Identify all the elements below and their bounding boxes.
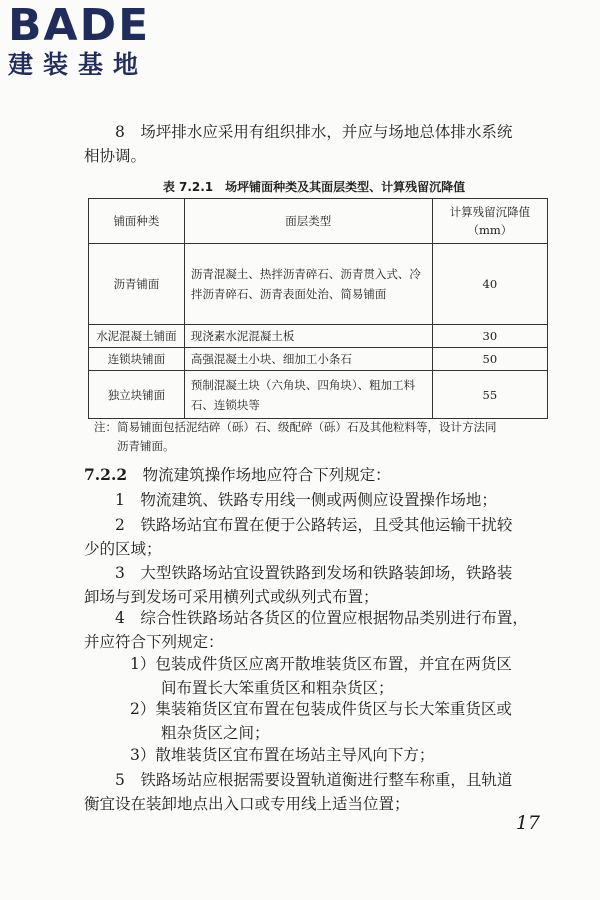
row-pavement-type: 沥青铺面 [89, 244, 185, 325]
table-header-row [89, 199, 548, 244]
row-pavement-type: 连锁块铺面 [89, 348, 185, 371]
clause-7-2-2-heading [84, 463, 544, 487]
item-1-text: 物流建筑、铁路专用线一侧或两侧应设置操作场地； [140, 491, 497, 509]
table-row [89, 244, 548, 325]
header-settlement-label: 计算残留沉降值 [449, 205, 531, 219]
sub-2-line1: 集装箱货区宜布置在包装成件货区与长大笨重货区或 [155, 700, 512, 718]
item-4-number: 4 [115, 609, 125, 627]
sub-2-line2: 粗杂货区之间； [161, 724, 270, 742]
table-row [89, 371, 548, 419]
clause-item-4 [84, 606, 544, 654]
item-5-number: 5 [115, 771, 125, 789]
item-3-line1: 大型铁路场站宜设置铁路到发场和铁路装卸场，铁路装 [140, 564, 513, 582]
table-row [89, 325, 548, 348]
table-note-line2: 沥青铺面。 [117, 439, 175, 453]
table-caption: 表 7.2.1 场坪铺面种类及其面层类型、计算残留沉降值 [162, 180, 466, 194]
row-settlement-value: 40 [432, 244, 547, 325]
page-number: 17 [515, 812, 540, 834]
logo-wordmark: BADE [8, 0, 151, 51]
item-5-line1: 铁路场站应根据需要设置轨道衡进行整车称重，且轨道 [140, 771, 513, 789]
item-4-line2: 并应符合下列规定： [84, 633, 224, 651]
clause-8-number: 8 [115, 123, 125, 141]
sub-item-2 [130, 697, 544, 745]
item-4-line1: 综合性铁路场站各货区的位置应根据物品类别进行布置， [140, 609, 528, 627]
row-settlement-value: 50 [432, 348, 547, 371]
row-pavement-type: 独立块铺面 [89, 371, 185, 419]
row-surface-type: 现浇素水泥混凝土板 [184, 325, 432, 348]
pavement-table [88, 198, 548, 419]
clause-8-line2: 相协调。 [84, 147, 147, 165]
logo-subtitle: 建装基地 [8, 50, 149, 79]
sub-item-3 [130, 743, 544, 767]
header-settlement [432, 199, 547, 244]
clause-item-1 [84, 488, 544, 512]
sub-item-1 [130, 652, 544, 700]
row-settlement-value: 30 [432, 325, 547, 348]
sub-1-number: 1） [130, 655, 156, 673]
clause-8 [84, 120, 544, 168]
clause-item-5 [84, 768, 544, 816]
row-pavement-type: 水泥混凝土铺面 [89, 325, 185, 348]
brand-logo [8, 0, 178, 84]
clause-8-line1: 场坪排水应采用有组织排水，并应与场地总体排水系统 [140, 123, 513, 141]
clause-item-2 [84, 513, 544, 561]
table-note-line1: 注：简易铺面包括泥结碎（砾）石、级配碎（砾）石及其他粒料等，设计方法同 [94, 420, 497, 434]
table-row [89, 348, 548, 371]
sub-1-line1: 包装成件货区应离开散堆装货区布置，并宜在两货区 [155, 655, 512, 673]
clause-item-3 [84, 561, 544, 609]
row-settlement-value: 55 [432, 371, 547, 419]
sub-3-number: 3） [130, 746, 156, 764]
item-5-line2: 衡宜设在装卸地点出入口或专用线上适当位置； [84, 795, 410, 813]
item-1-number: 1 [115, 491, 125, 509]
sub-1-line2: 间布置长大笨重货区和粗杂货区； [161, 679, 394, 697]
row-surface-type: 沥青混凝土、热拌沥青碎石、沥青贯入式、冷拌沥青碎石、沥青表面处治、简易铺面 [184, 244, 432, 325]
item-2-line1: 铁路场站宜布置在便于公路转运，且受其他运输干扰较 [140, 516, 513, 534]
sub-2-number: 2） [130, 700, 156, 718]
item-2-line2: 少的区域； [84, 540, 162, 558]
header-surface-type: 面层类型 [184, 199, 432, 244]
sub-3-line1: 散堆装货区宜布置在场站主导风向下方； [155, 746, 435, 764]
table-note [94, 418, 544, 456]
header-settlement-unit: （mm） [467, 223, 513, 237]
row-surface-type: 预制混凝土块（六角块、四角块）、粗加工料石、连锁块等 [184, 371, 432, 419]
row-surface-type: 高强混凝土小块、细加工小条石 [184, 348, 432, 371]
item-3-number: 3 [115, 564, 125, 582]
item-2-number: 2 [115, 516, 125, 534]
header-pavement-type: 铺面种类 [89, 199, 185, 244]
section-title: 物流建筑操作场地应符合下列规定： [142, 466, 391, 484]
item-3-line2: 卸场与到发场可采用横列式或纵列式布置； [84, 588, 379, 606]
section-number: 7.2.2 [84, 465, 128, 484]
